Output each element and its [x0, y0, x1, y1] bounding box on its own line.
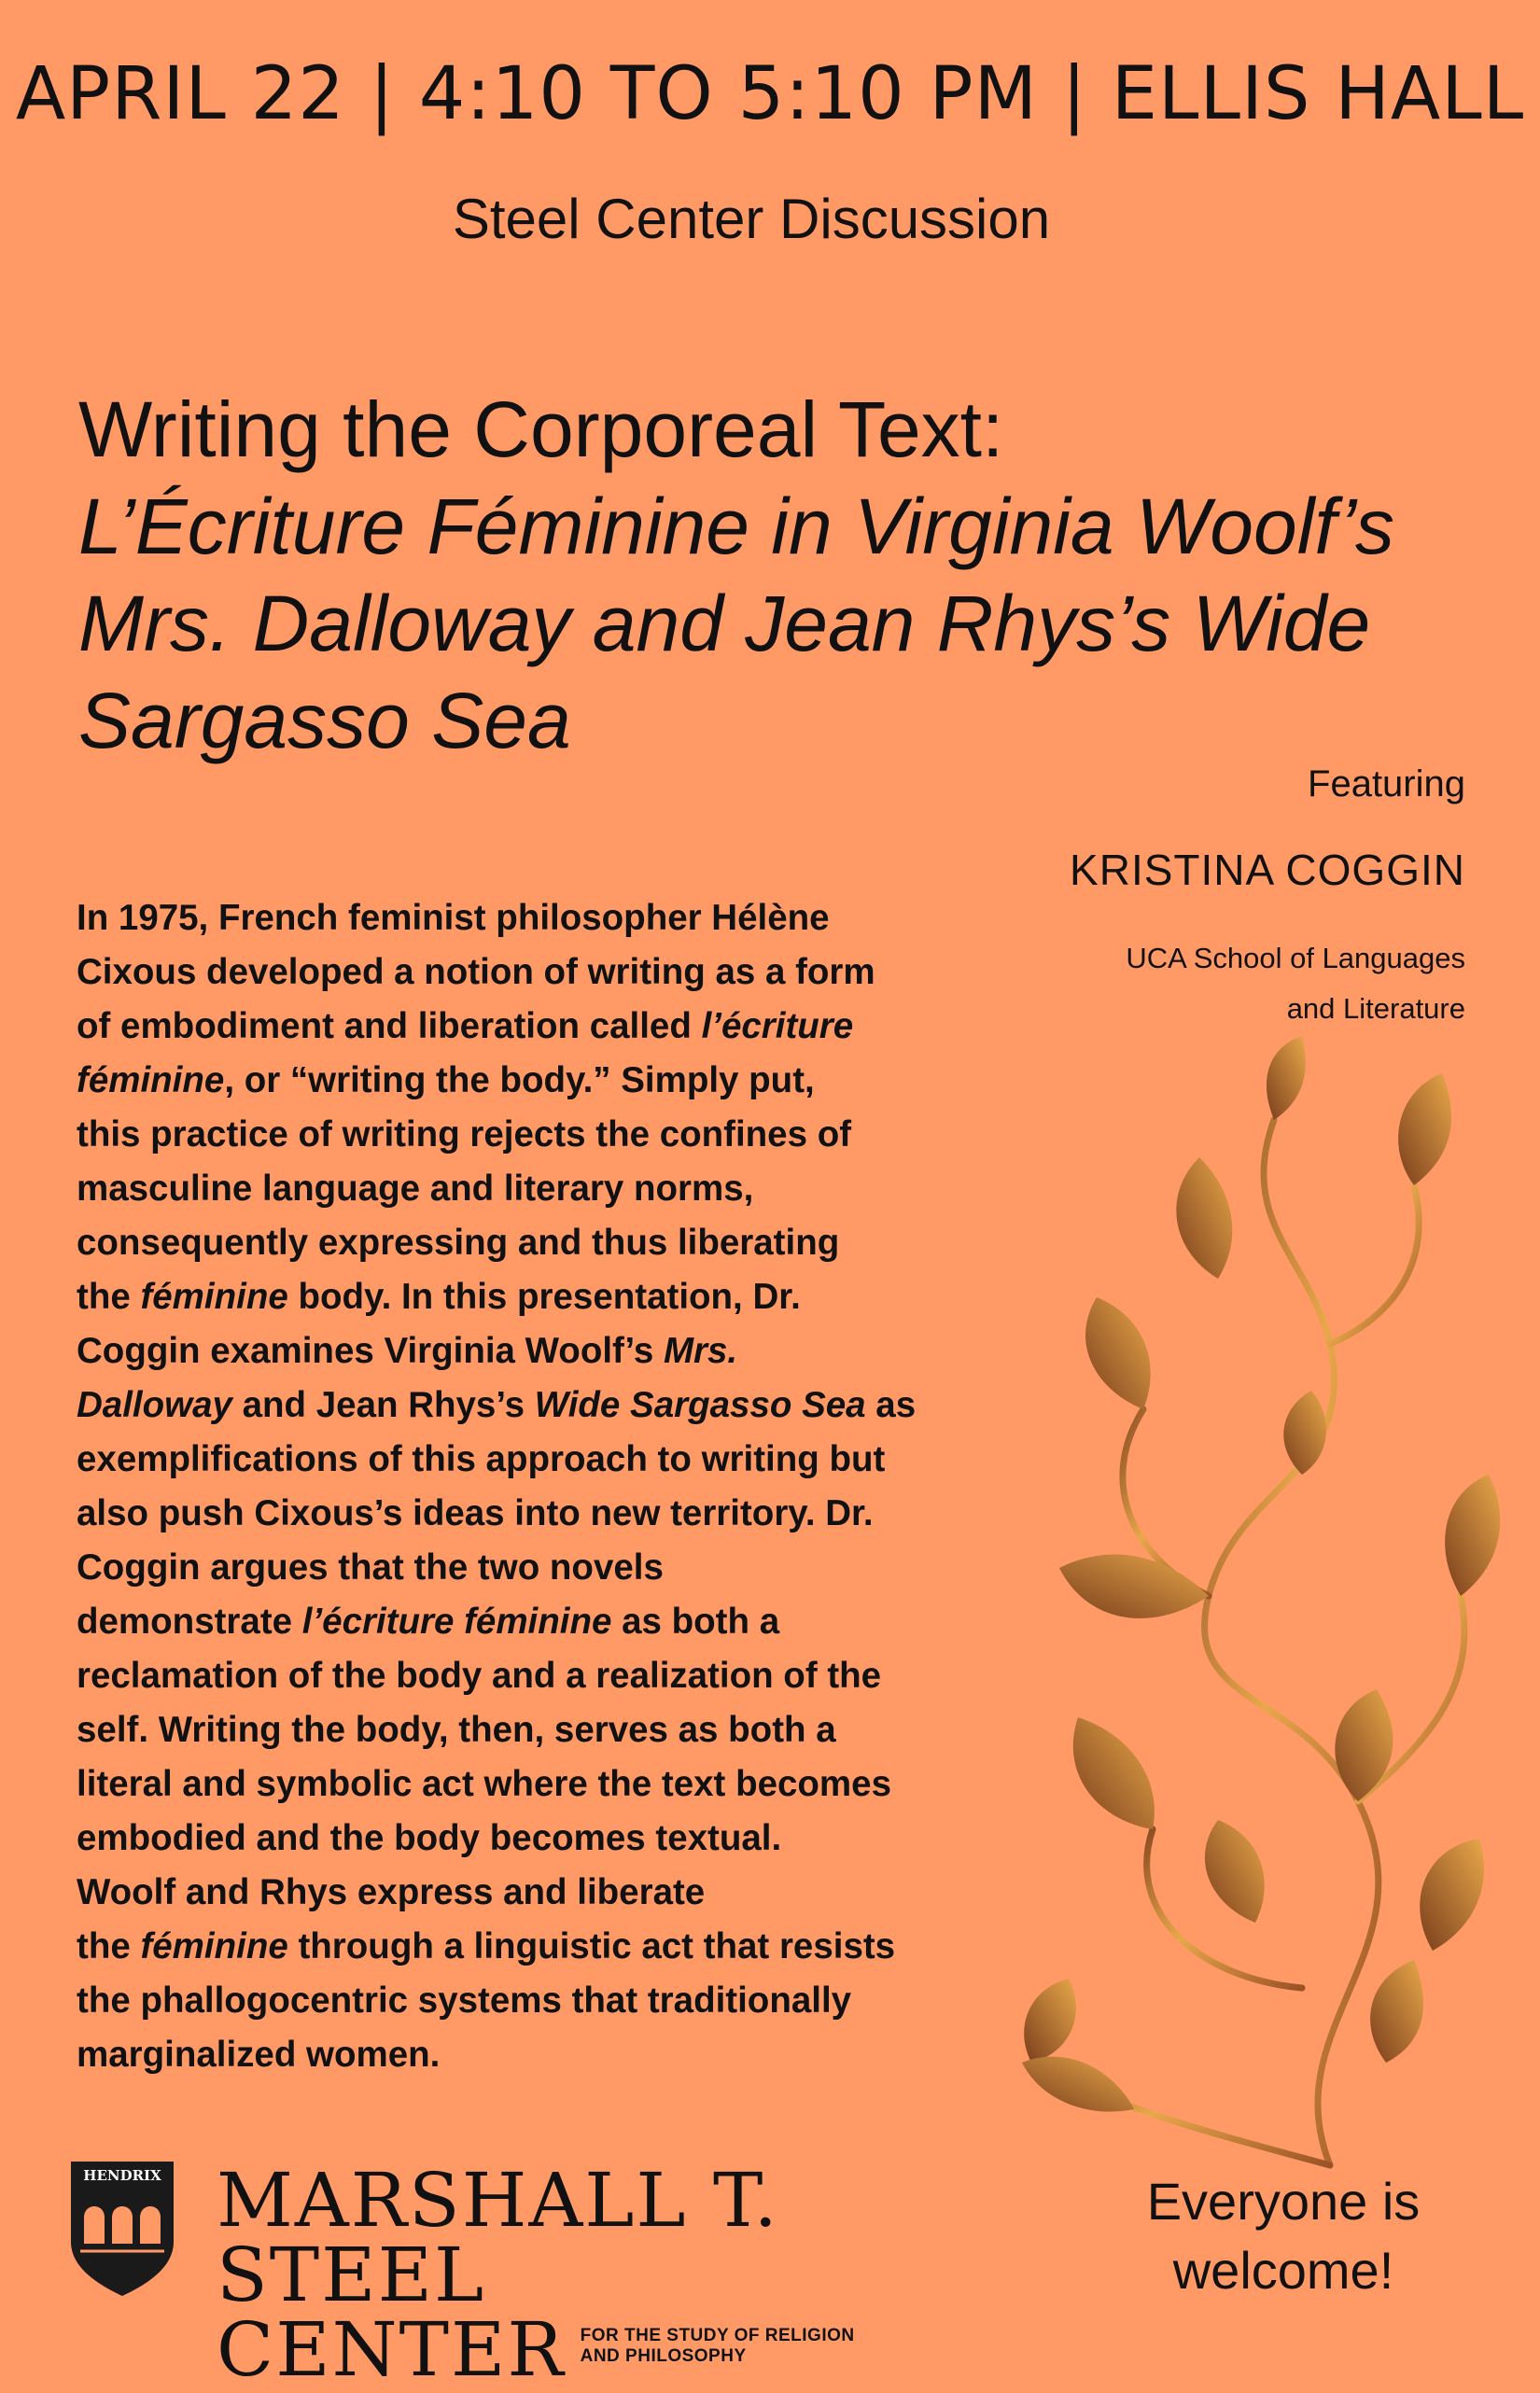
- title-italic-line-1: L’Écriture Féminine in Virginia Woolf’s: [78, 483, 1394, 570]
- description-run: the: [77, 1277, 141, 1317]
- welcome-line-2: welcome!: [1172, 2241, 1394, 2300]
- description-line: [77, 1378, 1019, 1433]
- description-italic-run: Wide Sargasso Sea: [534, 1385, 866, 1425]
- description-italic-run: féminine: [140, 1277, 288, 1317]
- description-line: [77, 1920, 1019, 1974]
- speaker-name: KRISTINA COGGIN: [1070, 846, 1465, 894]
- org-subtitle-line-2: AND PHILOSOPHY: [580, 2346, 747, 2366]
- title-italic-line-2: Mrs. Dalloway and Jean Rhys’s Wide: [78, 580, 1371, 667]
- featuring-label: Featuring: [1308, 763, 1465, 805]
- title-italic-line-3: Sargasso Sea: [78, 677, 571, 764]
- org-name-line-2: CENTER: [217, 2306, 566, 2393]
- description-line: [77, 2028, 1019, 2082]
- title-line-1: Writing the Corporeal Text:: [78, 385, 1004, 473]
- hendrix-shield-logo-icon: [67, 2158, 177, 2298]
- event-subtitle: Steel Center Discussion: [452, 188, 1051, 250]
- affiliation-line-1: UCA School of Languages: [1126, 942, 1465, 974]
- speaker-affiliation: [999, 933, 1465, 1034]
- description-line: [77, 1974, 1019, 2028]
- org-name-line-1: MARSHALL T. STEEL: [217, 2157, 779, 2318]
- description-run: Woolf and Rhys express and liberate: [77, 1872, 706, 1912]
- description-line: [77, 945, 1019, 1000]
- description-italic-run: féminine: [77, 1060, 225, 1100]
- description-line: [77, 1054, 1019, 1108]
- description-line: [77, 1812, 1019, 1866]
- description-run: the phallogocentric systems that traditionally: [77, 1980, 852, 2021]
- description-run: reclamation of the body and a realization of the: [77, 1656, 882, 1696]
- event-details-line: [0, 52, 1540, 136]
- description-italic-run: Mrs.: [663, 1331, 738, 1371]
- talk-title: [78, 381, 1497, 769]
- description-run: the: [77, 1926, 141, 1966]
- event-date: APRIL 22: [15, 52, 345, 136]
- event-time: 4:10 TO 5:10 PM: [418, 52, 1038, 136]
- description-line: [77, 1216, 1019, 1270]
- description-line: [77, 1487, 1019, 1541]
- org-subtitle: [581, 2326, 855, 2367]
- description-run: Coggin examines Virginia Woolf’s: [77, 1331, 664, 1371]
- description-line: [77, 1270, 1019, 1324]
- description-run: embodied and the body becomes textual.: [77, 1818, 782, 1858]
- description-line: [77, 1649, 1019, 1703]
- description-line: [77, 891, 1019, 945]
- welcome-line-1: Everyone is: [1146, 2172, 1421, 2231]
- description-line: [77, 1595, 1019, 1649]
- description-line: [77, 1541, 1019, 1595]
- description-run: In 1975, French feminist philosopher Hélène: [77, 898, 830, 938]
- description-run: as: [865, 1385, 917, 1425]
- description-run: this practice of writing rejects the confines of: [77, 1114, 852, 1155]
- description-line: [77, 1000, 1019, 1054]
- shield-text: HENDRIX: [83, 2167, 161, 2184]
- description-line: [77, 1162, 1019, 1216]
- description-line: [77, 1433, 1019, 1487]
- description-run: Coggin argues that the two novels: [77, 1547, 664, 1588]
- welcome-message: [1073, 2167, 1493, 2305]
- description-line: [77, 1108, 1019, 1162]
- description-italic-run: féminine: [140, 1926, 288, 1966]
- separator: |: [1061, 52, 1087, 136]
- description-run: as both a: [611, 1602, 780, 1642]
- description-run: masculine language and literary norms,: [77, 1169, 754, 1209]
- description-run: , or “writing the body.” Simply put,: [224, 1060, 815, 1100]
- description-line: [77, 1703, 1019, 1757]
- separator: |: [369, 52, 395, 136]
- description-italic-run: l’écriture féminine: [301, 1602, 612, 1642]
- org-subtitle-line-1: FOR THE STUDY OF RELIGION: [580, 2326, 855, 2345]
- description-line: [77, 1757, 1019, 1812]
- description-line: [77, 1866, 1019, 1920]
- steel-center-logo-text: [217, 2157, 1057, 2393]
- description-run: exemplifications of this approach to writing but: [77, 1439, 886, 1479]
- description-run: through a linguistic act that resists: [287, 1926, 896, 1966]
- description-run: consequently expressing and thus liberating: [77, 1223, 840, 1263]
- description-run: also push Cixous’s ideas into new territory. Dr.: [77, 1493, 874, 1533]
- description-line: [77, 1324, 1019, 1378]
- description-run: body. In this presentation, Dr.: [287, 1277, 801, 1317]
- affiliation-line-2: and Literature: [1286, 992, 1465, 1025]
- description-run: Cixous developed a notion of writing as a form: [77, 952, 875, 992]
- description-run: literal and symbolic act where the text becomes: [77, 1764, 891, 1804]
- talk-description: [77, 891, 1019, 2082]
- event-location: ELLIS HALL: [1111, 52, 1525, 136]
- description-italic-run: Dalloway: [77, 1385, 232, 1425]
- description-italic-run: l’écriture: [701, 1006, 854, 1046]
- description-run: marginalized women.: [77, 2035, 441, 2075]
- description-run: self. Writing the body, then, serves as both a: [77, 1710, 836, 1750]
- description-run: and Jean Rhys’s: [231, 1385, 535, 1425]
- description-run: demonstrate: [77, 1602, 302, 1642]
- description-run: of embodiment and liberation called: [77, 1006, 702, 1046]
- floral-swirl-ornament-icon: [994, 1036, 1517, 2184]
